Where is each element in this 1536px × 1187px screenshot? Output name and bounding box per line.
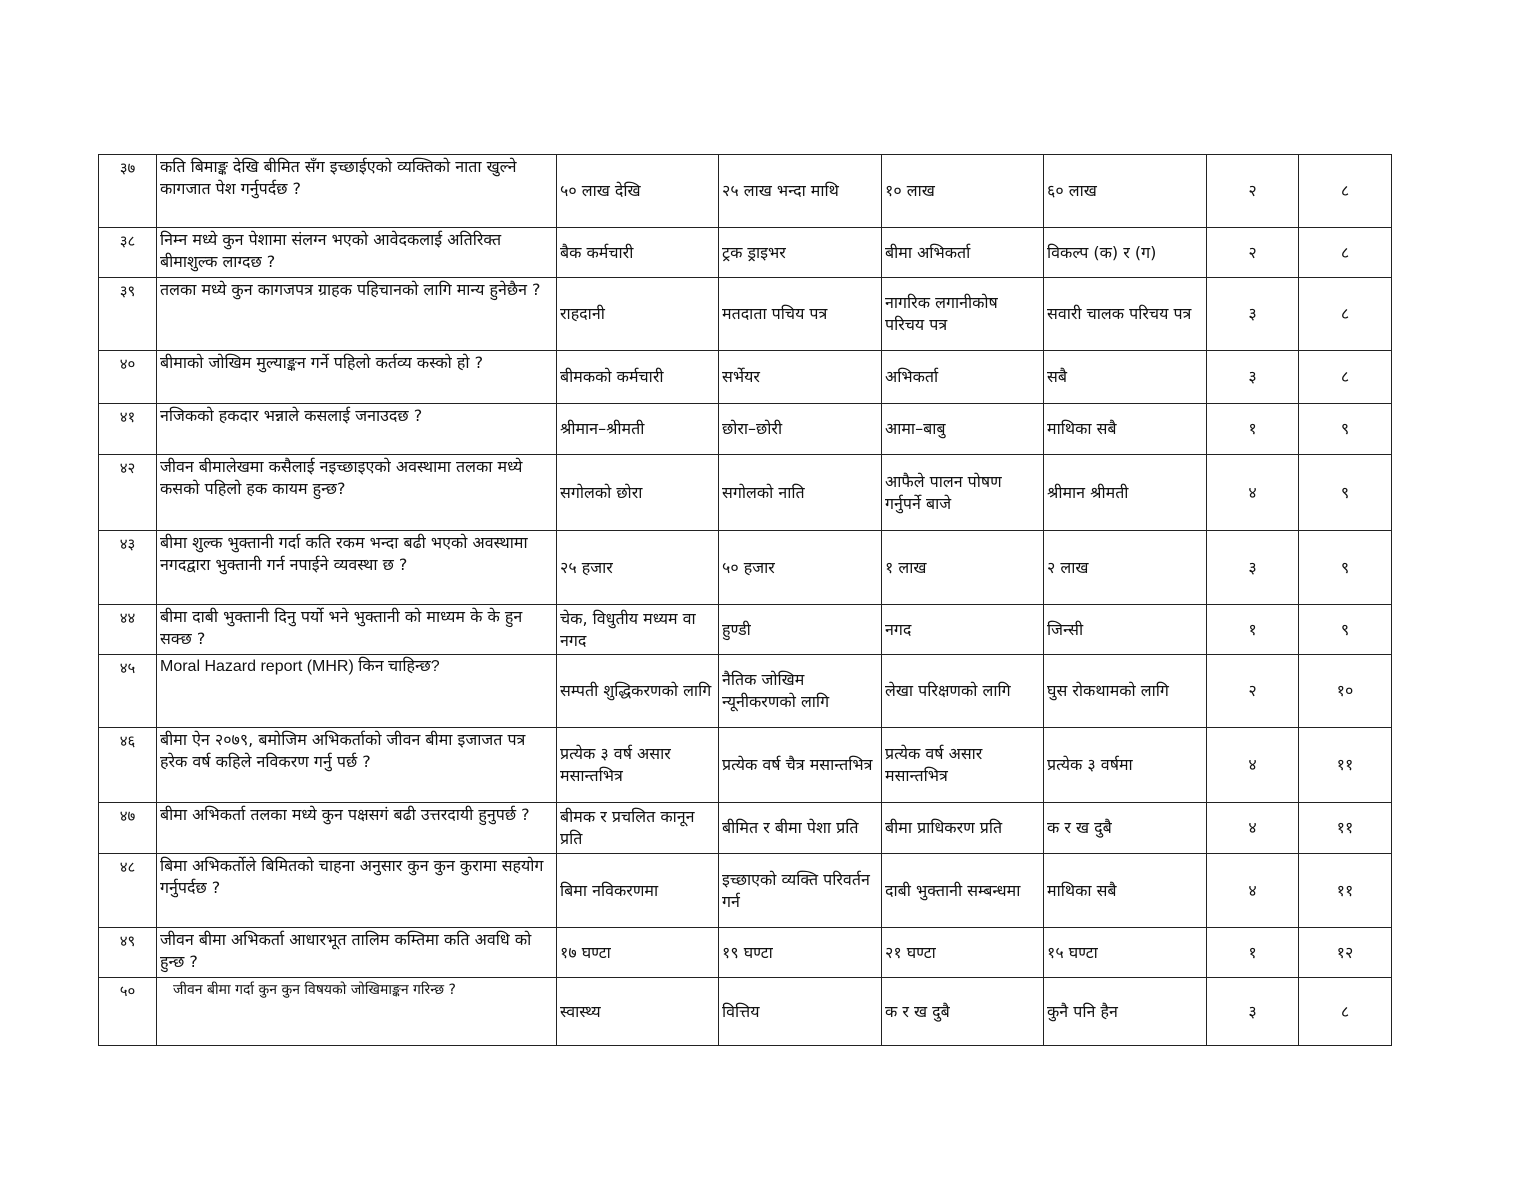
option-a: १७ घण्टा xyxy=(557,928,719,978)
option-c: १ लाख xyxy=(882,531,1044,605)
option-d: जिन्सी xyxy=(1044,605,1207,655)
question-text: तलका मध्ये कुन कागजपत्र ग्राहक पहिचानको लागि मान्य हुनेछैन ? xyxy=(157,278,557,351)
table-row xyxy=(99,728,1392,803)
option-a: बिमा नविकरणमा xyxy=(557,854,719,928)
option-b: नैतिक जोखिम न्यूनीकरणको लागि xyxy=(719,655,882,728)
question-number: ५० xyxy=(99,978,157,1046)
option-c: २१ घण्टा xyxy=(882,928,1044,978)
question-text: बीमा ऐन २०७९, बमोजिम अभिकर्ताको जीवन बीमा इजाजत पत्र हरेक वर्ष कहिले नविकरण गर्नु पर्छ ? xyxy=(157,728,557,803)
answer-cell: २ xyxy=(1207,228,1299,278)
question-number: ४४ xyxy=(99,605,157,655)
answer-cell: ३ xyxy=(1207,278,1299,351)
answer-cell: १ xyxy=(1207,605,1299,655)
question-text: बीमा अभिकर्ता तलका मध्ये कुन पक्षसगं बढी उत्तरदायी हुनुपर्छ ? xyxy=(157,803,557,854)
question-number: ४७ xyxy=(99,803,157,854)
option-a: सगोलको छोरा xyxy=(557,455,719,531)
option-c: लेखा परिक्षणको लागि xyxy=(882,655,1044,728)
option-c: बीमा अभिकर्ता xyxy=(882,228,1044,278)
question-text: जीवन बीमालेखमा कसैलाई नइच्छाइएको अवस्थामा तलका मध्ये कसको पहिलो हक कायम हुन्छ? xyxy=(157,455,557,531)
question-number: ४८ xyxy=(99,854,157,928)
option-a: बीमकको कर्मचारी xyxy=(557,351,719,404)
chapter-cell: ८ xyxy=(1299,278,1392,351)
question-number: ४९ xyxy=(99,928,157,978)
question-text: जीवन बीमा अभिकर्ता आधारभूत तालिम कम्तिमा कति अवधि को हुन्छ ? xyxy=(157,928,557,978)
chapter-cell: ९ xyxy=(1299,531,1392,605)
option-d: विकल्प (क) र (ग) xyxy=(1044,228,1207,278)
question-table-body xyxy=(99,155,1392,1046)
option-d: सवारी चालक परिचय पत्र xyxy=(1044,278,1207,351)
option-d: प्रत्येक ३ वर्षमा xyxy=(1044,728,1207,803)
question-number: ४३ xyxy=(99,531,157,605)
answer-cell: ४ xyxy=(1207,455,1299,531)
question-number: ४२ xyxy=(99,455,157,531)
question-text: नजिकको हकदार भन्नाले कसलाई जनाउदछ ? xyxy=(157,404,557,455)
answer-cell: ४ xyxy=(1207,854,1299,928)
option-b: छोरा–छोरी xyxy=(719,404,882,455)
option-b: मतदाता पचिय पत्र xyxy=(719,278,882,351)
question-text: बीमाको जोखिम मुल्याङ्कन गर्ने पहिलो कर्तव्य कस्को हो ? xyxy=(157,351,557,404)
option-b: २५ लाख भन्दा माथि xyxy=(719,155,882,228)
option-c: बीमा प्राधिकरण प्रति xyxy=(882,803,1044,854)
chapter-cell: ८ xyxy=(1299,228,1392,278)
option-b: इच्छाएको व्यक्ति परिवर्तन गर्न xyxy=(719,854,882,928)
option-d: सबै xyxy=(1044,351,1207,404)
option-d: २ लाख xyxy=(1044,531,1207,605)
table-row xyxy=(99,404,1392,455)
option-a: ५० लाख देखि xyxy=(557,155,719,228)
option-d: माथिका सबै xyxy=(1044,404,1207,455)
answer-cell: १ xyxy=(1207,404,1299,455)
option-b: हुण्डी xyxy=(719,605,882,655)
option-c: आमा–बाबु xyxy=(882,404,1044,455)
option-c: अभिकर्ता xyxy=(882,351,1044,404)
chapter-cell: ९ xyxy=(1299,455,1392,531)
question-text: बीमा शुल्क भुक्तानी गर्दा कति रकम भन्दा बढी भएको अवस्थामा नगदद्वारा भुक्तानी गर्न नपाईने व्यवस्था छ ? xyxy=(157,531,557,605)
answer-cell: ३ xyxy=(1207,978,1299,1046)
question-number: ४० xyxy=(99,351,157,404)
option-d: १५ घण्टा xyxy=(1044,928,1207,978)
option-a: श्रीमान–श्रीमती xyxy=(557,404,719,455)
option-a: प्रत्येक ३ वर्ष असार मसान्तभित्र xyxy=(557,728,719,803)
option-c: प्रत्येक वर्ष असार मसान्तभित्र xyxy=(882,728,1044,803)
answer-cell: २ xyxy=(1207,155,1299,228)
answer-cell: १ xyxy=(1207,928,1299,978)
question-number: ३७ xyxy=(99,155,157,228)
question-table xyxy=(98,154,1392,1046)
answer-cell: ३ xyxy=(1207,531,1299,605)
option-c: आफैले पालन पोषण गर्नुपर्ने बाजे xyxy=(882,455,1044,531)
option-c: दाबी भुक्तानी सम्बन्धमा xyxy=(882,854,1044,928)
option-b: सर्भेयर xyxy=(719,351,882,404)
option-d: क र ख दुबै xyxy=(1044,803,1207,854)
question-text: बीमा दाबी भुक्तानी दिनु पर्यो भने भुक्तानी को माध्यम के के हुन सक्छ ? xyxy=(157,605,557,655)
option-c: नगद xyxy=(882,605,1044,655)
option-a: राहदानी xyxy=(557,278,719,351)
question-number: ४१ xyxy=(99,404,157,455)
table-row xyxy=(99,278,1392,351)
option-c: क र ख दुबै xyxy=(882,978,1044,1046)
table-row xyxy=(99,928,1392,978)
table-row xyxy=(99,605,1392,655)
chapter-cell: ११ xyxy=(1299,728,1392,803)
option-d: कुनै पनि हैन xyxy=(1044,978,1207,1046)
answer-cell: ४ xyxy=(1207,803,1299,854)
question-number: ३९ xyxy=(99,278,157,351)
option-b: ५० हजार xyxy=(719,531,882,605)
table-row xyxy=(99,803,1392,854)
chapter-cell: ११ xyxy=(1299,854,1392,928)
table-row xyxy=(99,854,1392,928)
question-number: ४६ xyxy=(99,728,157,803)
chapter-cell: ८ xyxy=(1299,155,1392,228)
chapter-cell: १० xyxy=(1299,655,1392,728)
option-a: २५ हजार xyxy=(557,531,719,605)
answer-cell: २ xyxy=(1207,655,1299,728)
option-b: सगोलको नाति xyxy=(719,455,882,531)
table-row xyxy=(99,228,1392,278)
chapter-cell: ८ xyxy=(1299,978,1392,1046)
option-c: १० लाख xyxy=(882,155,1044,228)
option-b: ट्रक ड्राइभर xyxy=(719,228,882,278)
question-number: ४५ xyxy=(99,655,157,728)
chapter-cell: ८ xyxy=(1299,351,1392,404)
question-text: निम्न मध्ये कुन पेशामा संलग्न भएको आवेदकलाई अतिरिक्त बीमाशुल्क लाग्दछ ? xyxy=(157,228,557,278)
table-row xyxy=(99,655,1392,728)
option-b: १९ घण्टा xyxy=(719,928,882,978)
chapter-cell: ११ xyxy=(1299,803,1392,854)
option-b: बीमित र बीमा पेशा प्रति xyxy=(719,803,882,854)
option-a: स्वास्थ्य xyxy=(557,978,719,1046)
option-b: प्रत्येक वर्ष चैत्र मसान्तभित्र xyxy=(719,728,882,803)
option-a: चेक, विधुतीय मध्यम वा नगद xyxy=(557,605,719,655)
question-number: ३८ xyxy=(99,228,157,278)
option-d: घुस रोकथामको लागि xyxy=(1044,655,1207,728)
chapter-cell: १२ xyxy=(1299,928,1392,978)
table-row xyxy=(99,351,1392,404)
option-d: माथिका सबै xyxy=(1044,854,1207,928)
table-row xyxy=(99,155,1392,228)
question-text: कति बिमाङ्क देखि बीमित सँग इच्छाईएको व्यक्तिको नाता खुल्ने कागजात पेश गर्नुपर्दछ ? xyxy=(157,155,557,228)
option-d: ६० लाख xyxy=(1044,155,1207,228)
option-a: सम्पती शुद्धिकरणको लागि xyxy=(557,655,719,728)
question-text: जीवन बीमा गर्दा कुन कुन विषयको जोखिमाङ्कन गरिन्छ ? xyxy=(157,978,557,1046)
table-row xyxy=(99,531,1392,605)
chapter-cell: ९ xyxy=(1299,605,1392,655)
answer-cell: ३ xyxy=(1207,351,1299,404)
question-text: बिमा अभिकर्तोले बिमितको चाहना अनुसार कुन कुन कुरामा सहयोग गर्नुपर्दछ ? xyxy=(157,854,557,928)
question-text: Moral Hazard report (MHR) किन चाहिन्छ? xyxy=(157,655,557,728)
option-c: नागरिक लगानीकोष परिचय पत्र xyxy=(882,278,1044,351)
table-row xyxy=(99,455,1392,531)
answer-cell: ४ xyxy=(1207,728,1299,803)
table-row xyxy=(99,978,1392,1046)
option-a: बैक कर्मचारी xyxy=(557,228,719,278)
option-d: श्रीमान श्रीमती xyxy=(1044,455,1207,531)
chapter-cell: ९ xyxy=(1299,404,1392,455)
option-b: वित्तिय xyxy=(719,978,882,1046)
option-a: बीमक र प्रचलित कानून प्रति xyxy=(557,803,719,854)
